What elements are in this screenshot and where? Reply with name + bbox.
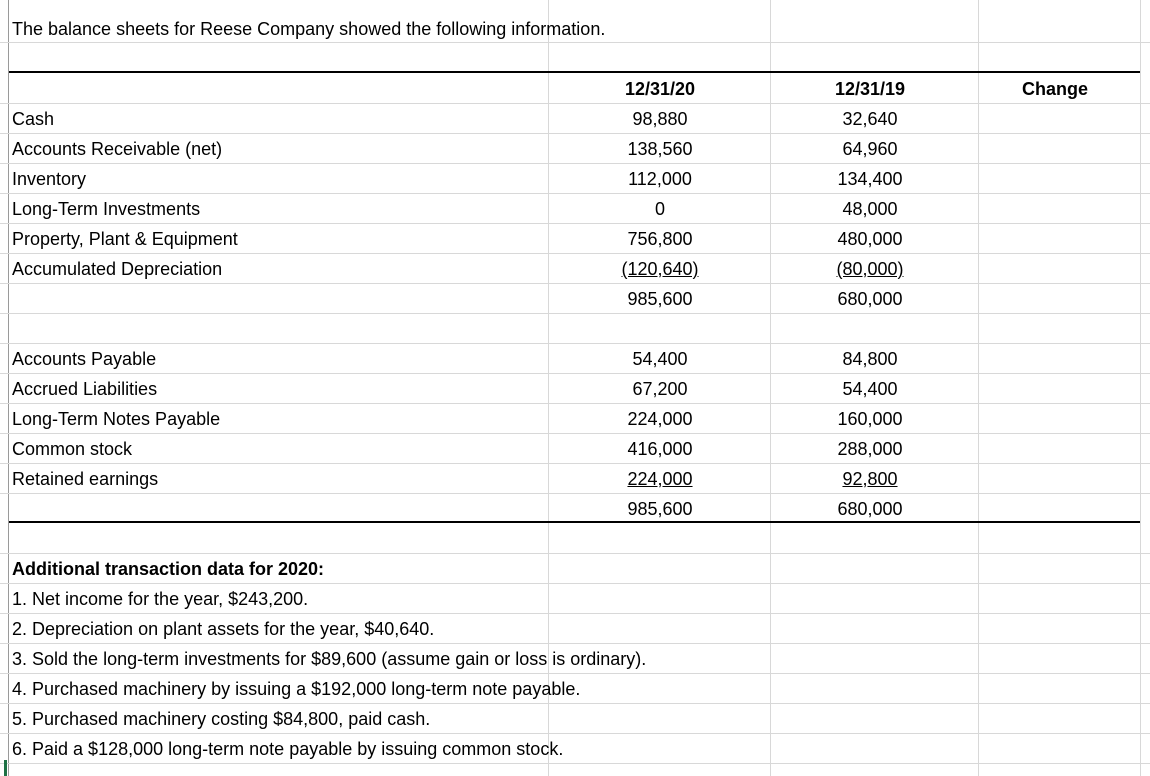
- additional-heading: Additional transaction data for 2020:: [12, 559, 325, 579]
- asset-label: Cash: [12, 109, 55, 129]
- assets-total-2020: 985,600: [627, 289, 693, 309]
- asset-value-2019: 48,000: [842, 199, 898, 219]
- grid-column-line: [978, 0, 979, 776]
- asset-label: Long-Term Investments: [12, 199, 201, 219]
- liability-label: Accounts Payable: [12, 349, 157, 369]
- asset-value-2019: (80,000): [836, 259, 904, 279]
- liability-label: Retained earnings: [12, 469, 159, 489]
- liability-value-2020: 224,000: [627, 409, 693, 429]
- selection-handle: [4, 760, 7, 776]
- liabilities-total-2020: 985,600: [627, 499, 693, 519]
- grid-border: [8, 0, 9, 776]
- liability-label: Long-Term Notes Payable: [12, 409, 221, 429]
- asset-value-2020: 756,800: [627, 229, 693, 249]
- asset-label: Inventory: [12, 169, 87, 189]
- liability-value-2019: 92,800: [842, 469, 898, 489]
- liability-value-2019: 54,400: [842, 379, 898, 399]
- asset-value-2019: 64,960: [842, 139, 898, 159]
- asset-label: Accumulated Depreciation: [12, 259, 223, 279]
- asset-value-2020: (120,640): [621, 259, 699, 279]
- asset-value-2019: 134,400: [837, 169, 903, 189]
- asset-value-2019: 480,000: [837, 229, 903, 249]
- asset-value-2020: 138,560: [627, 139, 693, 159]
- liability-label: Common stock: [12, 439, 133, 459]
- header-12-31-20: 12/31/20: [624, 79, 696, 99]
- liability-value-2020: 67,200: [632, 379, 688, 399]
- liability-value-2019: 288,000: [837, 439, 903, 459]
- grid-column-line: [1140, 0, 1141, 776]
- additional-item: 4. Purchased machinery by issuing a $192,000 long-term note payable.: [12, 679, 581, 699]
- asset-label: Accounts Receivable (net): [12, 139, 223, 159]
- additional-item: 2. Depreciation on plant assets for the year, $40,640.: [12, 619, 435, 639]
- liability-value-2020: 224,000: [627, 469, 693, 489]
- asset-value-2019: 32,640: [842, 109, 898, 129]
- header-12-31-19: 12/31/19: [834, 79, 906, 99]
- asset-value-2020: 0: [654, 199, 665, 219]
- additional-item: 5. Purchased machinery costing $84,800, paid cash.: [12, 709, 431, 729]
- asset-value-2020: 112,000: [628, 169, 692, 189]
- asset-value-2020: 98,880: [632, 109, 688, 129]
- additional-item: 1. Net income for the year, $243,200.: [12, 589, 309, 609]
- liability-label: Accrued Liabilities: [12, 379, 158, 399]
- sheet-title: The balance sheets for Reese Company showed the following information.: [12, 19, 606, 39]
- asset-label: Property, Plant & Equipment: [12, 229, 238, 249]
- assets-total-2019: 680,000: [837, 289, 903, 309]
- table-top-border: [9, 71, 1140, 73]
- liability-value-2019: 160,000: [837, 409, 903, 429]
- liability-value-2020: 54,400: [632, 349, 688, 369]
- additional-item: 6. Paid a $128,000 long-term note payable by issuing common stock.: [12, 739, 564, 759]
- liability-value-2020: 416,000: [627, 439, 693, 459]
- header-change: Change: [1021, 79, 1088, 99]
- liability-value-2019: 84,800: [842, 349, 898, 369]
- additional-item: 3. Sold the long-term investments for $89,600 (assume gain or loss is ordinary).: [12, 649, 647, 669]
- liabilities-total-2019: 680,000: [837, 499, 903, 519]
